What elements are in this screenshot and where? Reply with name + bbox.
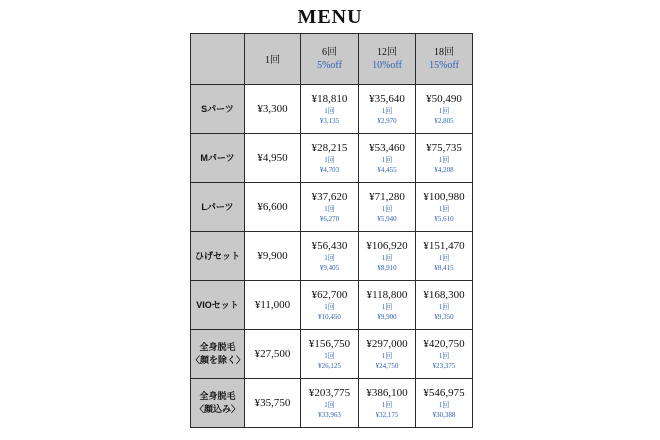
- package-price-cell: [416, 281, 473, 330]
- row-item-name-line: ひげセット: [194, 250, 240, 261]
- row-item-name: [191, 281, 245, 330]
- package-total-price: ¥100,980: [423, 190, 465, 203]
- row-item-name-line: 〈顔を除く〉: [191, 355, 246, 365]
- single-session-price: ¥9,900: [245, 232, 301, 281]
- single-session-price: ¥11,000: [245, 281, 301, 330]
- header-12-sessions-discount: 10%off: [372, 60, 402, 71]
- package-total-price: ¥156,750: [308, 337, 351, 350]
- package-price-cell: [416, 330, 473, 379]
- per-session-label: 1回: [381, 155, 393, 164]
- per-session-price: ¥23,375: [432, 361, 456, 370]
- package-total-price: ¥50,490: [426, 92, 462, 105]
- table-row: [191, 330, 473, 379]
- package-total-price: ¥35,640: [369, 92, 405, 105]
- package-price-cell: [416, 379, 473, 428]
- single-session-price: ¥4,950: [245, 134, 301, 183]
- package-total-price: ¥18,810: [311, 92, 348, 105]
- per-session-label: 1回: [438, 351, 450, 360]
- per-session-price: ¥2,805: [434, 116, 454, 125]
- package-price-cell: [416, 134, 473, 183]
- package-price-cell: [416, 183, 473, 232]
- per-session-label: 1回: [324, 106, 335, 115]
- package-price-cell: [301, 134, 359, 183]
- header-18-sessions-discount: 15%off: [429, 60, 459, 71]
- header-row: [191, 34, 473, 85]
- per-session-label: 1回: [324, 400, 335, 409]
- per-session-label: 1回: [381, 253, 393, 262]
- row-item-name: [191, 330, 245, 379]
- per-session-price: ¥3,135: [319, 116, 340, 125]
- per-session-label: 1回: [381, 204, 393, 213]
- row-item-name: [191, 85, 245, 134]
- per-session-label: 1回: [381, 302, 393, 311]
- table-row: [191, 85, 473, 134]
- per-session-price: ¥8,910: [377, 263, 397, 272]
- menu-table-body: [191, 85, 473, 428]
- per-session-label: 1回: [324, 155, 335, 164]
- package-price-cell: [359, 281, 416, 330]
- row-item-name: [191, 379, 245, 428]
- per-session-price: ¥9,350: [434, 312, 454, 321]
- package-total-price: ¥151,470: [423, 239, 465, 252]
- table-row: [191, 183, 473, 232]
- package-price-cell: [301, 85, 359, 134]
- package-total-price: ¥71,280: [369, 190, 405, 203]
- package-total-price: ¥56,430: [311, 239, 348, 252]
- header-6-sessions-label: 6回: [322, 47, 337, 58]
- per-session-price: ¥2,970: [377, 116, 397, 125]
- table-row: [191, 281, 473, 330]
- package-total-price: ¥118,800: [366, 288, 408, 301]
- single-session-price: ¥3,300: [245, 85, 301, 134]
- header-6-sessions: [301, 34, 359, 85]
- per-session-label: 1回: [381, 106, 393, 115]
- header-12-sessions: [359, 34, 416, 85]
- per-session-price: ¥4,703: [319, 165, 340, 174]
- per-session-price: ¥8,415: [434, 263, 454, 272]
- package-total-price: ¥75,735: [426, 141, 462, 154]
- per-session-label: 1回: [438, 106, 450, 115]
- package-total-price: ¥420,750: [423, 337, 465, 350]
- table-row: [191, 134, 473, 183]
- package-price-cell: [301, 379, 359, 428]
- per-session-price: ¥32,175: [375, 410, 399, 419]
- table-row: [191, 379, 473, 428]
- package-total-price: ¥37,620: [311, 190, 348, 203]
- menu-title: MENU: [297, 6, 363, 28]
- package-price-cell: [301, 232, 359, 281]
- per-session-label: 1回: [438, 155, 450, 164]
- package-total-price: ¥106,920: [366, 239, 408, 252]
- single-session-price: ¥35,750: [245, 379, 301, 428]
- package-price-cell: [359, 85, 416, 134]
- per-session-label: 1回: [324, 253, 335, 262]
- single-session-price: ¥6,600: [245, 183, 301, 232]
- package-price-cell: [416, 85, 473, 134]
- per-session-price: ¥26,125: [318, 361, 341, 370]
- header-18-sessions-label: 18回: [434, 47, 454, 58]
- per-session-label: 1回: [438, 302, 450, 311]
- per-session-label: 1回: [381, 400, 393, 409]
- package-total-price: ¥28,215: [311, 141, 348, 154]
- header-1-session-label: 1回: [265, 55, 280, 66]
- row-item-name-line: Mパーツ: [200, 152, 235, 163]
- row-item-name-line: 全身脱毛: [199, 342, 236, 352]
- per-session-label: 1回: [438, 400, 450, 409]
- package-price-cell: [359, 232, 416, 281]
- single-session-price: ¥27,500: [245, 330, 301, 379]
- per-session-price: ¥4,455: [377, 165, 397, 174]
- package-total-price: ¥546,975: [423, 386, 465, 399]
- per-session-price: ¥24,750: [375, 361, 399, 370]
- package-price-cell: [416, 232, 473, 281]
- package-price-cell: [301, 183, 359, 232]
- package-total-price: ¥297,000: [366, 337, 408, 350]
- package-total-price: ¥386,100: [366, 386, 408, 399]
- menu-price-table: [190, 33, 473, 428]
- row-item-name-line: Lパーツ: [201, 201, 234, 212]
- per-session-price: ¥5,610: [434, 214, 454, 223]
- package-price-cell: [359, 134, 416, 183]
- package-total-price: ¥62,700: [311, 288, 348, 301]
- package-total-price: ¥203,775: [308, 386, 351, 399]
- header-18-sessions: [416, 34, 473, 85]
- per-session-label: 1回: [381, 351, 393, 360]
- row-item-name: [191, 232, 245, 281]
- per-session-price: ¥9,405: [319, 263, 340, 272]
- row-item-name-line: VIOセット: [196, 299, 239, 310]
- per-session-price: ¥5,940: [377, 214, 397, 223]
- per-session-price: ¥10,450: [318, 312, 341, 321]
- row-item-name-line: 全身脱毛: [199, 391, 236, 401]
- per-session-label: 1回: [324, 204, 335, 213]
- row-item-name-line: 〈顔込み〉: [194, 404, 240, 414]
- per-session-price: ¥6,270: [319, 214, 340, 223]
- package-price-cell: [359, 330, 416, 379]
- table-row: [191, 232, 473, 281]
- header-12-sessions-label: 12回: [377, 47, 397, 58]
- row-item-name-line: Sパーツ: [201, 103, 234, 114]
- header-6-sessions-discount: 5%off: [317, 60, 342, 71]
- per-session-price: ¥33,963: [318, 410, 341, 419]
- per-session-price: ¥9,900: [377, 312, 397, 321]
- per-session-label: 1回: [324, 302, 335, 311]
- header-corner-cell: [191, 34, 245, 85]
- per-session-price: ¥4,208: [434, 165, 454, 174]
- per-session-price: ¥30,388: [432, 410, 456, 419]
- row-item-name: [191, 134, 245, 183]
- package-price-cell: [359, 183, 416, 232]
- per-session-label: 1回: [324, 351, 335, 360]
- package-price-cell: [301, 281, 359, 330]
- per-session-label: 1回: [438, 253, 450, 262]
- package-total-price: ¥53,460: [369, 141, 405, 154]
- header-1-session: [245, 34, 301, 85]
- package-price-cell: [359, 379, 416, 428]
- row-item-name: [191, 183, 245, 232]
- package-price-cell: [301, 330, 359, 379]
- package-total-price: ¥168,300: [423, 288, 465, 301]
- per-session-label: 1回: [438, 204, 450, 213]
